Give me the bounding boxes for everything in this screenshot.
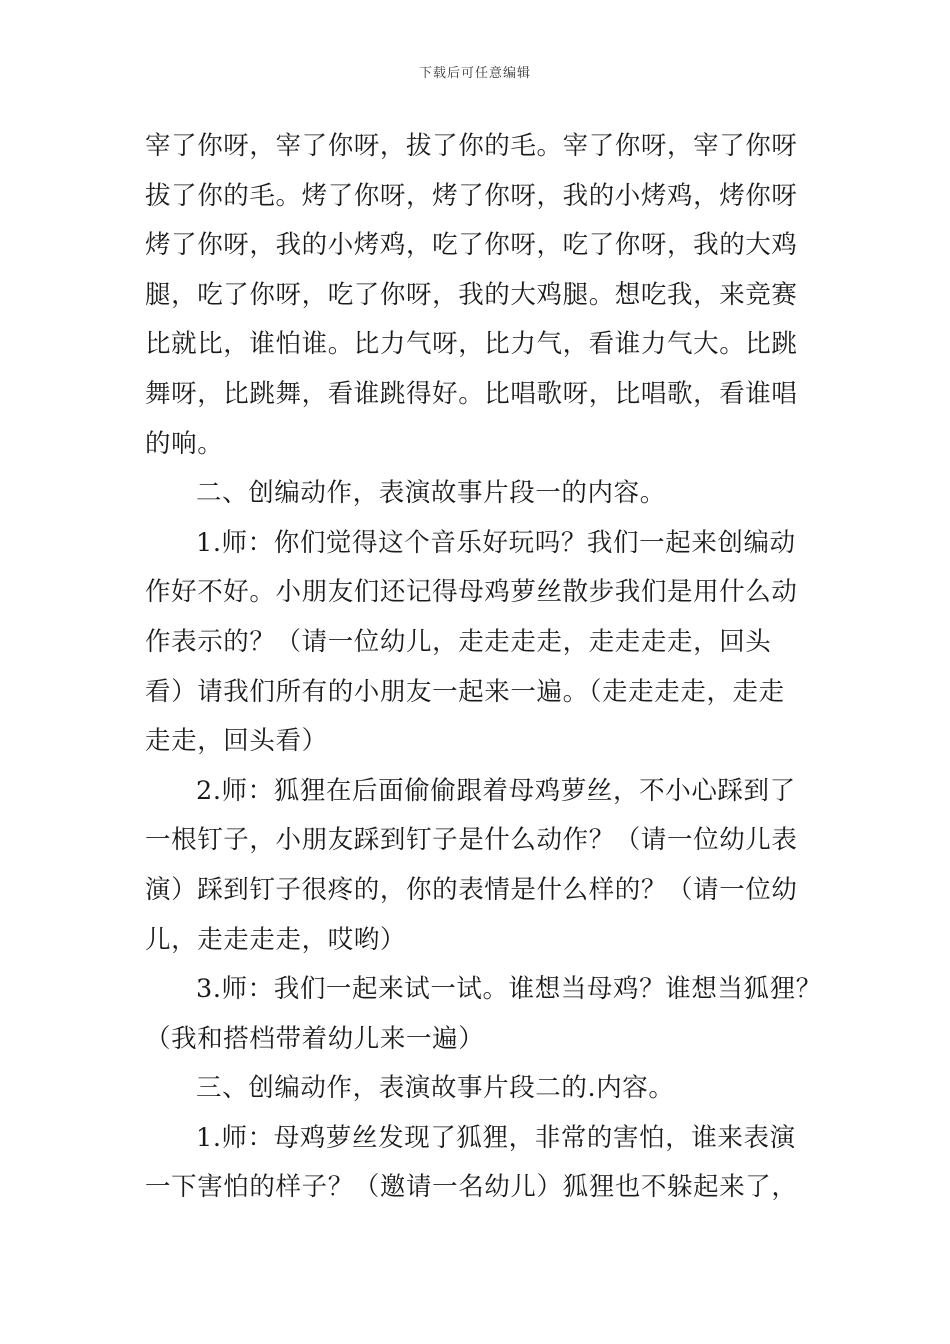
- text-line: 3.师：我们一起来试一试。谁想当母鸡？谁想当狐狸？: [196, 974, 822, 1005]
- text-line: 演）踩到钉子很疼的，你的表情是什么样的？（请一位幼: [145, 874, 798, 905]
- text-line: 的响。: [145, 428, 224, 459]
- page-header-note: 下载后可任意编辑: [418, 66, 531, 81]
- text-line: 1.师：母鸡萝丝发现了狐狸，非常的害怕，谁来表演: [196, 1122, 796, 1153]
- text-line: 舞呀，比跳舞，看谁跳得好。比唱歌呀，比唱歌，看谁唱: [145, 378, 798, 409]
- text-line: 走走，回头看）: [145, 726, 328, 757]
- section-heading: 二、创编动作，表演故事片段一的内容。: [196, 478, 666, 509]
- text-line: 一下害怕的样子？（邀请一名幼儿）狐狸也不躲起来了，: [145, 1172, 798, 1203]
- text-line: 儿，走走走走，哎哟）: [145, 924, 407, 955]
- text-line: 一根钉子，小朋友踩到钉子是什么动作？（请一位幼儿表: [145, 825, 798, 856]
- text-line: 作表示的？（请一位幼儿，走走走走，走走走走，回头: [145, 626, 772, 657]
- text-line: 宰了你呀，宰了你呀，拔了你的毛。宰了你呀，宰了你呀: [145, 131, 798, 161]
- section-heading: 三、创编动作，表演故事片段二的.内容。: [196, 1073, 675, 1104]
- text-line: 拔了你的毛。烤了你呀，烤了你呀，我的小烤鸡，烤你呀: [145, 180, 798, 211]
- text-line: （我和搭档带着幼儿来一遍）: [145, 1023, 485, 1054]
- text-line: 比就比，谁怕谁。比力气呀，比力气，看谁力气大。比跳: [145, 329, 798, 360]
- text-line: 1.师：你们觉得这个音乐好玩吗？我们一起来创编动: [196, 527, 796, 558]
- text-line: 2.师：狐狸在后面偷偷跟着母鸡萝丝，不小心踩到了: [196, 775, 796, 806]
- text-line: 烤了你呀，我的小烤鸡，吃了你呀，吃了你呀，我的大鸡: [145, 230, 798, 261]
- text-line: 作好不好。小朋友们还记得母鸡萝丝散步我们是用什么动: [145, 577, 798, 608]
- text-line: 腿，吃了你呀，吃了你呀，我的大鸡腿。想吃我，来竞赛: [145, 279, 798, 310]
- document-body: [145, 122, 822, 1213]
- text-line: 看）请我们所有的小朋友一起来一遍。（走走走走，走走: [145, 676, 785, 707]
